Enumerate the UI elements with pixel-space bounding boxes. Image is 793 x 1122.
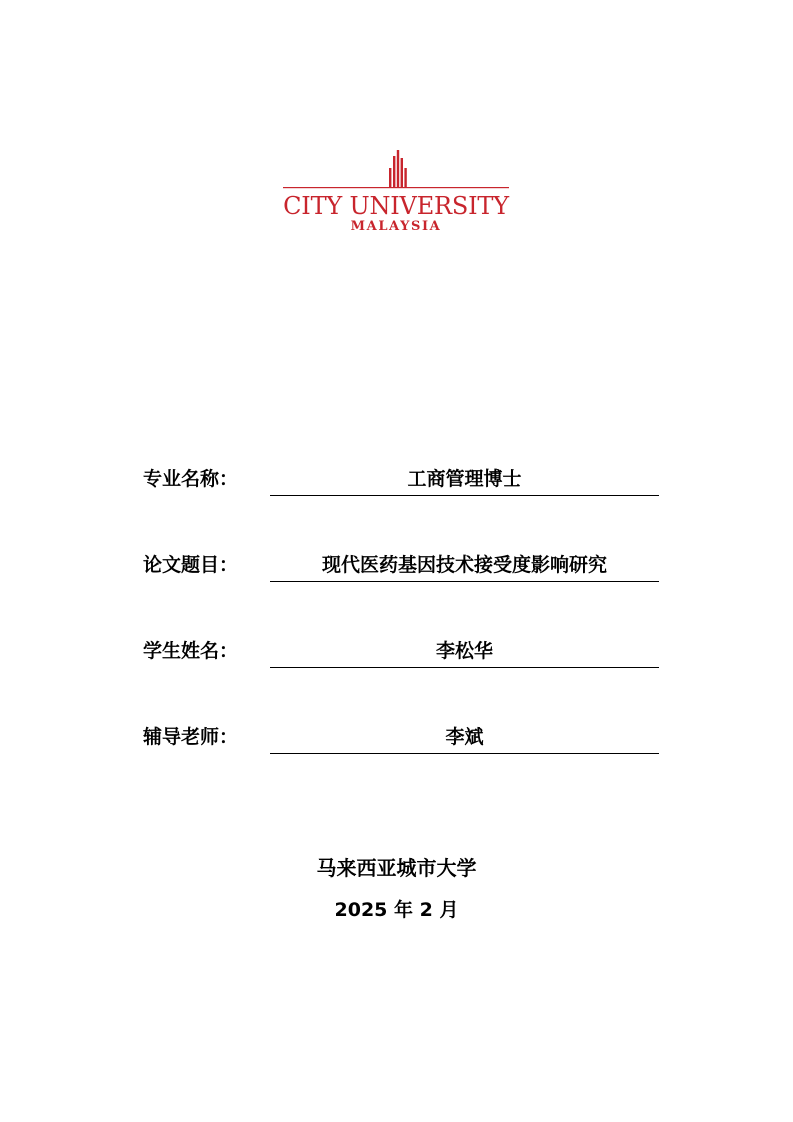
field-major-label: 专业名称： [143, 468, 239, 490]
field-thesis-title-underline [270, 581, 659, 582]
field-thesis-title [143, 547, 659, 583]
field-thesis-title-value: 现代医药基因技术接受度影响研究 [321, 554, 607, 576]
field-student-name-value: 李松华 [435, 640, 493, 662]
field-advisor-label: 辅导老师： [143, 726, 239, 748]
university-logo [283, 150, 509, 240]
field-advisor [143, 719, 659, 755]
institution-name: 马来西亚城市大学 [316, 856, 477, 880]
field-advisor-underline [270, 753, 659, 754]
logo-university-name: CITY UNIVERSITY [283, 192, 509, 220]
field-thesis-title-label: 论文题目： [143, 554, 239, 576]
field-major-underline [270, 495, 659, 496]
field-student-name-underline [270, 667, 659, 668]
field-major [143, 461, 659, 497]
logo-country: MALAYSIA [350, 219, 442, 234]
submission-date: 2025 年 2 月 [334, 899, 459, 921]
city-skyline-icon [283, 150, 509, 192]
field-major-value: 工商管理博士 [407, 468, 522, 490]
field-student-name [143, 633, 659, 669]
field-advisor-value: 李斌 [445, 726, 484, 748]
field-student-name-label: 学生姓名： [143, 640, 239, 662]
